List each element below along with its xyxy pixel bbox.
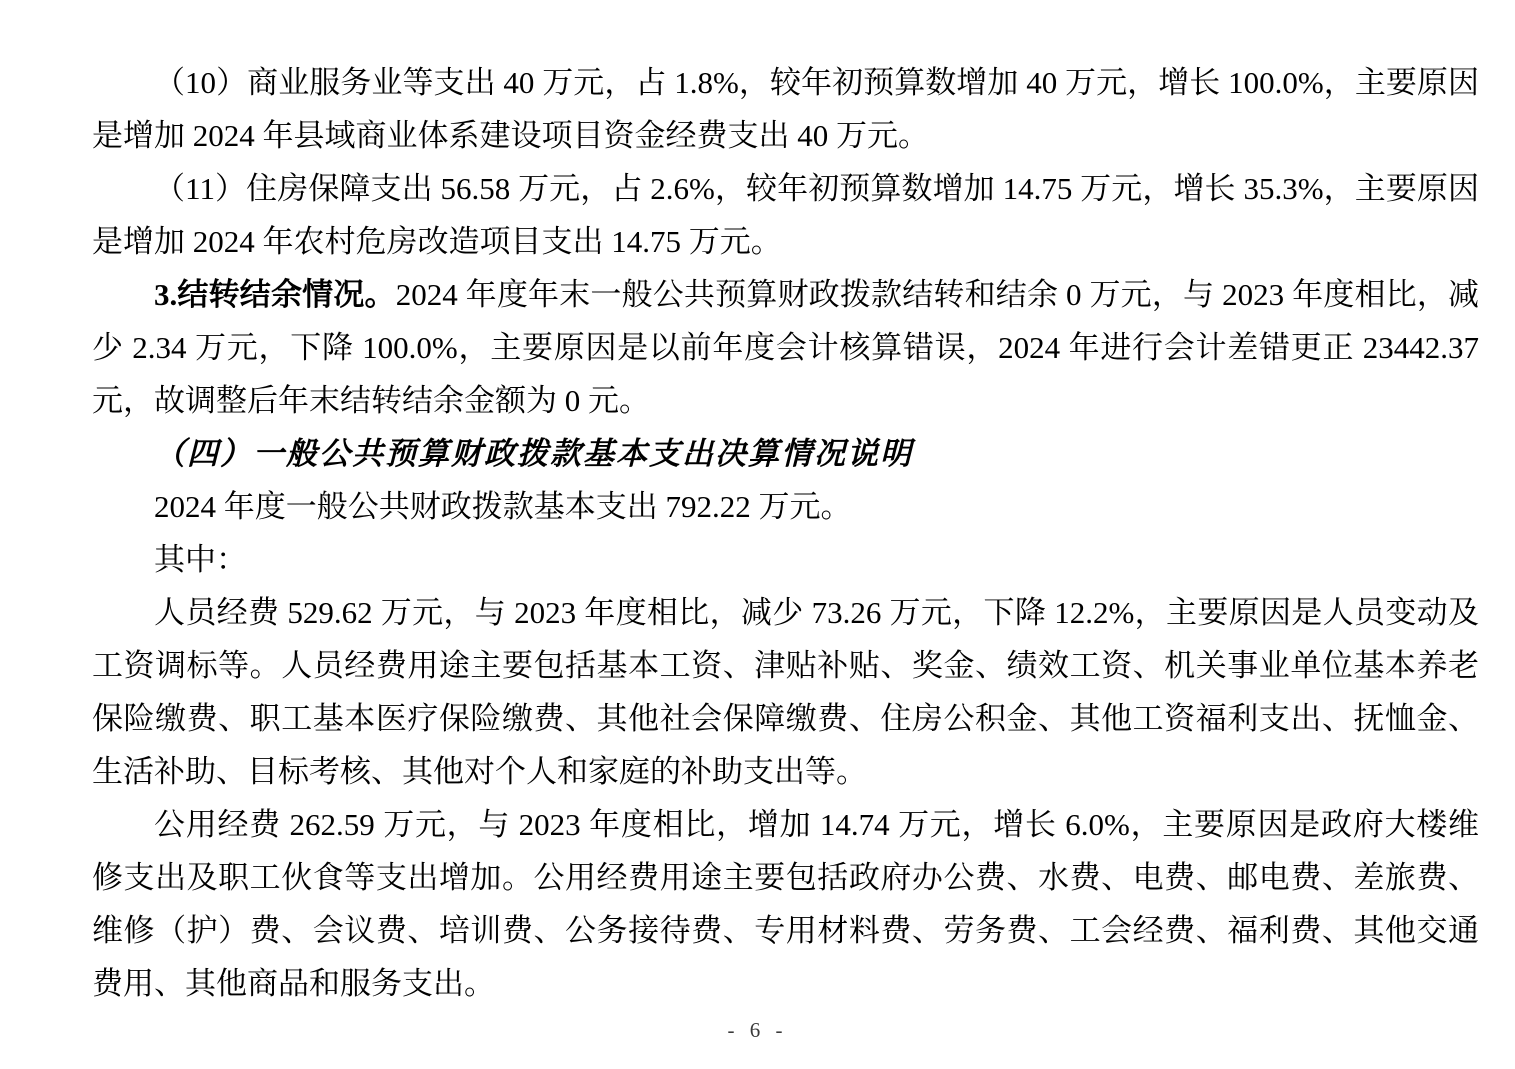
page-footer [0,1018,1515,1043]
carryover-balance-lead: 3.结转结余情况。 [154,277,396,312]
paragraph-carryover-balance [92,268,1479,427]
paragraph-among-which: 其中： [154,542,247,577]
section-heading-basic-expenditure: （四）一般公共预算财政拨款基本支出决算情况说明 [154,436,913,471]
paragraph-item-10-commerce-services: （10）商业服务业等支出 40 万元，占 1.8%，较年初预算数增加 40 万元，增长 100.0%，主要原因是增加 2024 年县域商业体系建设项目资金经费支出 40 万元。 [92,65,1479,153]
paragraph-public-funds: 公用经费 262.59 万元，与 2023 年度相比，增加 14.74 万元，增长 6.0%，主要原因是政府大楼维修支出及职工伙食等支出增加。公用经费用途主要包括政府办公费、水费、电费、邮电费、差旅费、维修（护）费、会议费、培训费、公务接待费、专用材料费、劳务费、工会经费、福利费、其他交通费用、其他商品和服务支出。 [92,807,1479,1001]
carryover-balance-text: 2024 年度年末一般公共预算财政拨款结转和结余 0 万元，与 2023 年度相比，减少 2.34 万元，下降 100.0%，主要原因是以前年度会计核算错误，2024 年进行会计差错更正 23442.37 元，故调整后年末结转结余金额为 0 元。 [92,277,1480,418]
page-number: - 6 - [727,1018,788,1042]
paragraph-item-11-housing-security: （11）住房保障支出 56.58 万元，占 2.6%，较年初预算数增加 14.75 万元，增长 35.3%，主要原因是增加 2024 年农村危房改造项目支出 14.75 万元。 [92,171,1479,259]
paragraph-personnel-funds: 人员经费 529.62 万元，与 2023 年度相比，减少 73.26 万元，下降 12.2%，主要原因是人员变动及工资调标等。人员经费用途主要包括基本工资、津贴补贴、奖金、绩效工资、机关事业单位基本养老保险缴费、职工基本医疗保险缴费、其他社会保障缴费、住房公积金、其他工资福利支出、抚恤金、生活补助、目标考核、其他对个人和家庭的补助支出等。 [92,595,1479,789]
paragraph-basic-expenditure-total: 2024 年度一般公共财政拨款基本支出 792.22 万元。 [154,489,852,524]
